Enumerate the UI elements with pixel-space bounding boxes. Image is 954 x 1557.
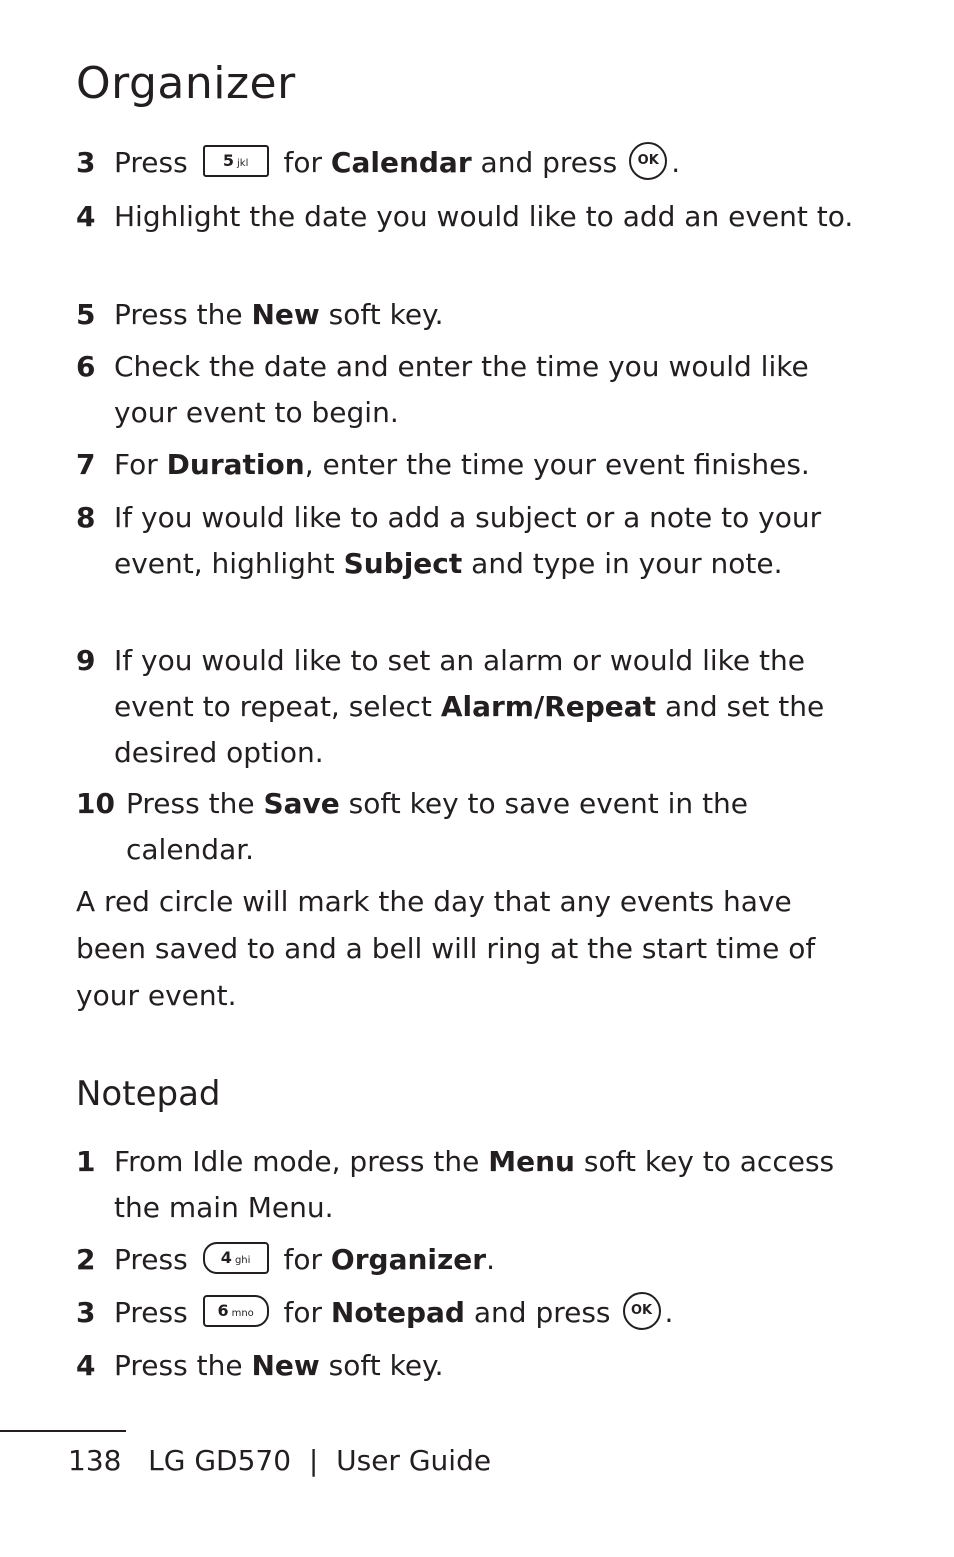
keypad-5-jkl-icon: 5 jkl <box>203 145 269 177</box>
step-number: 6 <box>76 350 96 383</box>
step-number: 7 <box>76 448 96 481</box>
step-text: If you would like to set an alarm or would like the event to repeat, select Alarm/Repeat and set the desired option. <box>114 644 825 769</box>
step-10 <box>76 781 866 873</box>
page-number: 138 <box>68 1444 122 1477</box>
step-number: 1 <box>76 1145 96 1178</box>
step-text: Press 6 mno for Notepad and press OK . <box>76 1290 866 1336</box>
step-6 <box>76 344 866 436</box>
guide-label: User Guide <box>336 1444 492 1477</box>
page-footer <box>68 1444 491 1477</box>
step-text: If you would like to add a subject or a note to your event, highlight Subject and type in your note. <box>114 501 822 580</box>
notepad-step-3 <box>76 1290 866 1336</box>
section-title-notepad: Notepad <box>76 1074 221 1114</box>
notepad-step-4 <box>76 1343 866 1389</box>
step-3 <box>76 140 866 186</box>
step-number: 4 <box>76 1349 96 1382</box>
step-number: 9 <box>76 644 96 677</box>
step-text: Highlight the date you would like to add an event to. <box>114 200 854 233</box>
page-title: Organizer <box>76 58 296 109</box>
footer-separator: | <box>308 1444 319 1477</box>
step-number: 2 <box>76 1243 96 1276</box>
keypad-6-mno-icon: 6 mno <box>203 1295 269 1327</box>
step-number: 8 <box>76 501 96 534</box>
ok-key-icon: OK <box>623 1292 661 1330</box>
step-text: From Idle mode, press the Menu soft key to access the main Menu. <box>114 1145 835 1224</box>
step-number: 4 <box>76 200 96 233</box>
step-number: 3 <box>76 1296 96 1329</box>
step-number: 10 <box>76 787 115 820</box>
step-text: Press 5 jkl for Calendar and press OK . <box>76 140 866 186</box>
step-number: 5 <box>76 298 96 331</box>
product-name: LG GD570 <box>148 1444 292 1477</box>
step-5 <box>76 292 866 338</box>
ok-key-icon: OK <box>629 142 667 180</box>
step-number: 3 <box>76 146 96 179</box>
step-text: Press 4 ghi for Organizer. <box>114 1243 496 1276</box>
step-text: For Duration, enter the time your event finishes. <box>114 448 810 481</box>
step-text: Press the Save soft key to save event in the calendar. <box>126 787 749 866</box>
step-9 <box>76 638 866 776</box>
keypad-4-ghi-icon: 4 ghi <box>203 1242 269 1274</box>
step-text: Check the date and enter the time you would like your event to begin. <box>114 350 809 429</box>
step-text: Press the New soft key. <box>114 1349 444 1382</box>
step-8 <box>76 495 866 587</box>
calendar-note: A red circle will mark the day that any events have been saved to and a bell will ring at the start time of your event. <box>76 885 816 1012</box>
notepad-step-2 <box>76 1237 866 1283</box>
step-4 <box>76 194 866 240</box>
notepad-step-1 <box>76 1139 866 1231</box>
footer-rule <box>0 1430 126 1432</box>
step-7 <box>76 442 866 488</box>
step-text: Press the New soft key. <box>114 298 444 331</box>
